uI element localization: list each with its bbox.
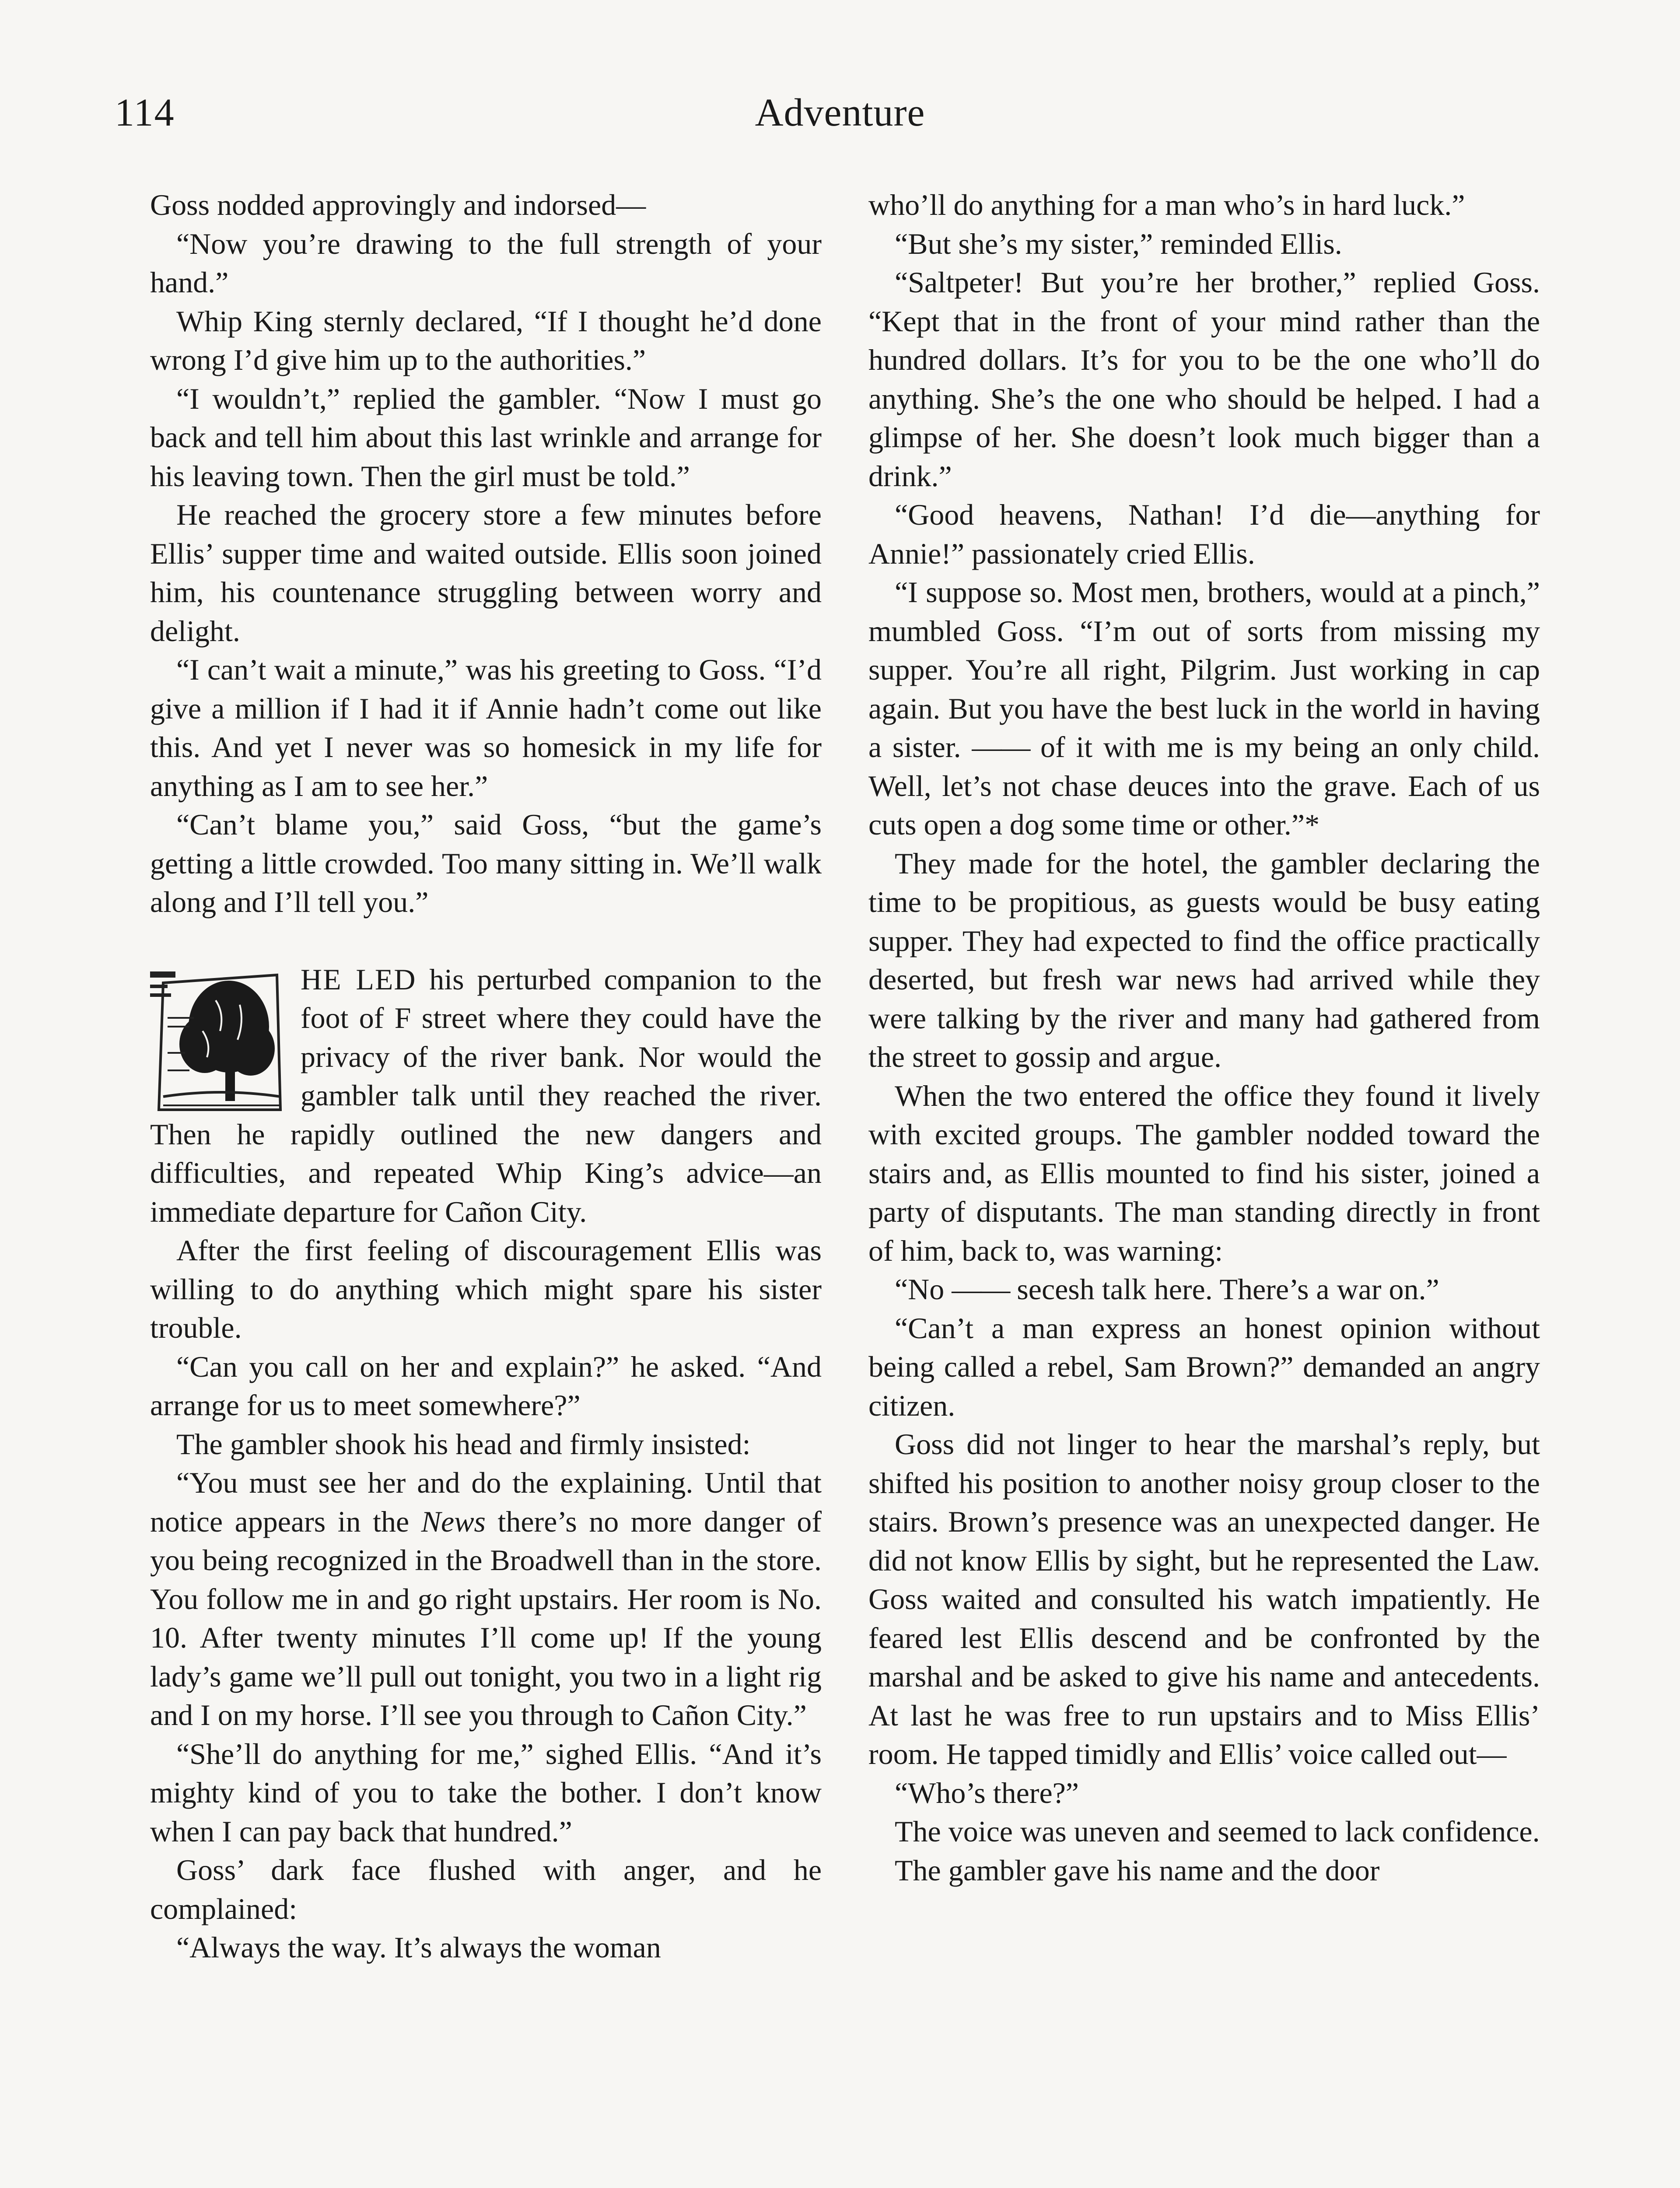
section-opening-paragraph — [150, 960, 822, 1231]
paragraph: “Good heavens, Nathan! I’d die—anything for Annie!” passionately cried Ellis. — [868, 498, 1540, 570]
paragraph — [868, 1270, 1540, 1309]
censored-dash: —— — [952, 1273, 1010, 1306]
paragraph: They made for the hotel, the gambler declaring the time to be propitious, as guests would be busy eating supper. They had expected to find the office practically deserted, but fresh war news had arrived while they were talking by the river and many had gathered from the street to gossip and argue. — [868, 846, 1540, 1073]
paragraph: “I wouldn’t,” replied the gambler. “Now I must go back and tell him about this last wrinkle and arrange for his leaving town. Then the girl must be told.” — [150, 382, 822, 493]
text-column-left — [150, 186, 822, 1967]
censored-dash: —— — [972, 730, 1030, 764]
paragraph: Goss nodded approvingly and indorsed— — [150, 188, 646, 221]
paragraph: “Who’s there?” — [895, 1776, 1079, 1809]
paragraph-text: “I suppose so. Most men, brothers, would at a pinch,” mumbled Goss. “I’m out of sorts from missing my supper. You’re all right, Pilgrim. Just working in cap again. But you have the best luck in the world in having a sister. — [868, 575, 1540, 764]
paragraph: After the first feeling of discouragement Ellis was willing to do anything which might spare his sister trouble. — [150, 1234, 822, 1344]
text-column-right — [868, 186, 1540, 1890]
paragraph: “Always the way. It’s always the woman — [176, 1931, 661, 1964]
paragraph: “Saltpeter! But you’re her brother,” replied Goss. “Kept that in the front of your mind rather than the hundred dollars. It’s for you to be the one who’ll do anything. She’s the one who should be helped. I had a glimpse of her. She doesn’t look much bigger than a drink.” — [868, 266, 1540, 493]
newspaper-title: News — [421, 1504, 486, 1538]
paragraph-text: secesh talk here. There’s a war on.” — [1009, 1273, 1439, 1306]
paragraph: He reached the grocery store a few minutes before Ellis’ supper time and waited outside. Ellis soon joined him, his countenance struggling between worry and delight. — [150, 498, 822, 648]
paragraph: “But she’s my sister,” reminded Ellis. — [895, 227, 1342, 260]
paragraph: The gambler gave his name and the door — [895, 1853, 1380, 1887]
page-number: 114 — [115, 91, 175, 134]
paragraph-text: “You must see her and do the explaining. Until that notice appears in the — [150, 1466, 822, 1538]
paragraph-text: of it with me is my being an only child. Well, let’s not chase deuces into the grave. Each of us cuts open a dog some time or other.”* — [868, 730, 1540, 841]
paragraph: The voice was uneven and seemed to lack confidence. — [895, 1815, 1540, 1848]
paragraph: who’ll do anything for a man who’s in hard luck.” — [868, 188, 1465, 221]
paragraph: Goss’ dark face flushed with anger, and he complained: — [150, 1853, 822, 1925]
paragraph: “Can’t a man express an honest opinion without being called a rebel, Sam Brown?” demanded an angry citizen. — [868, 1311, 1540, 1422]
paragraph: Whip King sternly declared, “If I thought he’d done wrong I’d give him up to the authorities.” — [150, 304, 822, 376]
paragraph: “I can’t wait a minute,” was his greeting to Goss. “I’d give a million if I had it if Annie hadn’t come out like this. And yet I never was so homesick in my life for anything as I am to see her.” — [150, 653, 822, 803]
paragraph — [150, 1463, 822, 1735]
tree-landscape-woodcut-icon — [150, 965, 285, 1114]
paragraph: “Can you call on her and explain?” he asked. “And arrange for us to meet somewhere?” — [150, 1350, 822, 1422]
paragraph: Goss did not linger to hear the marshal’s reply, but shifted his position to another noisy group closer to the stairs. Brown’s presence was an unexpected danger. He did not know Ellis by sight, but he represented the Law. Goss waited and consulted his watch impatiently. He feared lest Ellis descend and be confronted by the marshal and be asked to give his name and antecedents. At last he was free to run upstairs and to Miss Ellis’ room. He tapped timidly and Ellis’ voice called out— — [868, 1427, 1540, 1771]
paragraph-text: there’s no more danger of you being recognized in the Broadwell than in the store. You follow me in and go right upstairs. Her room is No. 10. After twenty minutes I’ll come up! If the young lady’s game we’ll pull out tonight, you two in a light rig and I on my horse. I’ll see you through to Cañon City.” — [150, 1504, 822, 1732]
paragraph: The gambler shook his head and firmly insisted: — [176, 1427, 751, 1461]
paragraph: When the two entered the office they found it lively with excited groups. The gambler nodded toward the stairs and, as Ellis mounted to find his sister, joined a party of disputants. The man standing directly in front of him, back to, was warning: — [868, 1079, 1540, 1267]
paragraph — [868, 573, 1540, 844]
paragraph: “Can’t blame you,” said Goss, “but the game’s getting a little crowded. Too many sitting in. We’ll walk along and I’ll tell you.” — [150, 808, 822, 919]
paragraph-text: “No — [895, 1273, 952, 1306]
drop-cap-lead: HE LED — [301, 962, 416, 996]
paragraph: “Now you’re drawing to the full strength of your hand.” — [150, 227, 822, 299]
paragraph-text: his perturbed companion to the foot of F street where they could have the privacy of the river bank. Nor would the gambler talk until they reached the river. Then he rapidly outlined the new dangers and difficulties, and repeated Whip King’s advice—an immediate departure for Cañon City. — [150, 962, 822, 1228]
paragraph: “She’ll do anything for me,” sighed Ellis. “And it’s mighty kind of you to take the bother. I don’t know when I can pay back that hundred.” — [150, 1737, 822, 1848]
running-head: Adventure — [755, 91, 925, 134]
